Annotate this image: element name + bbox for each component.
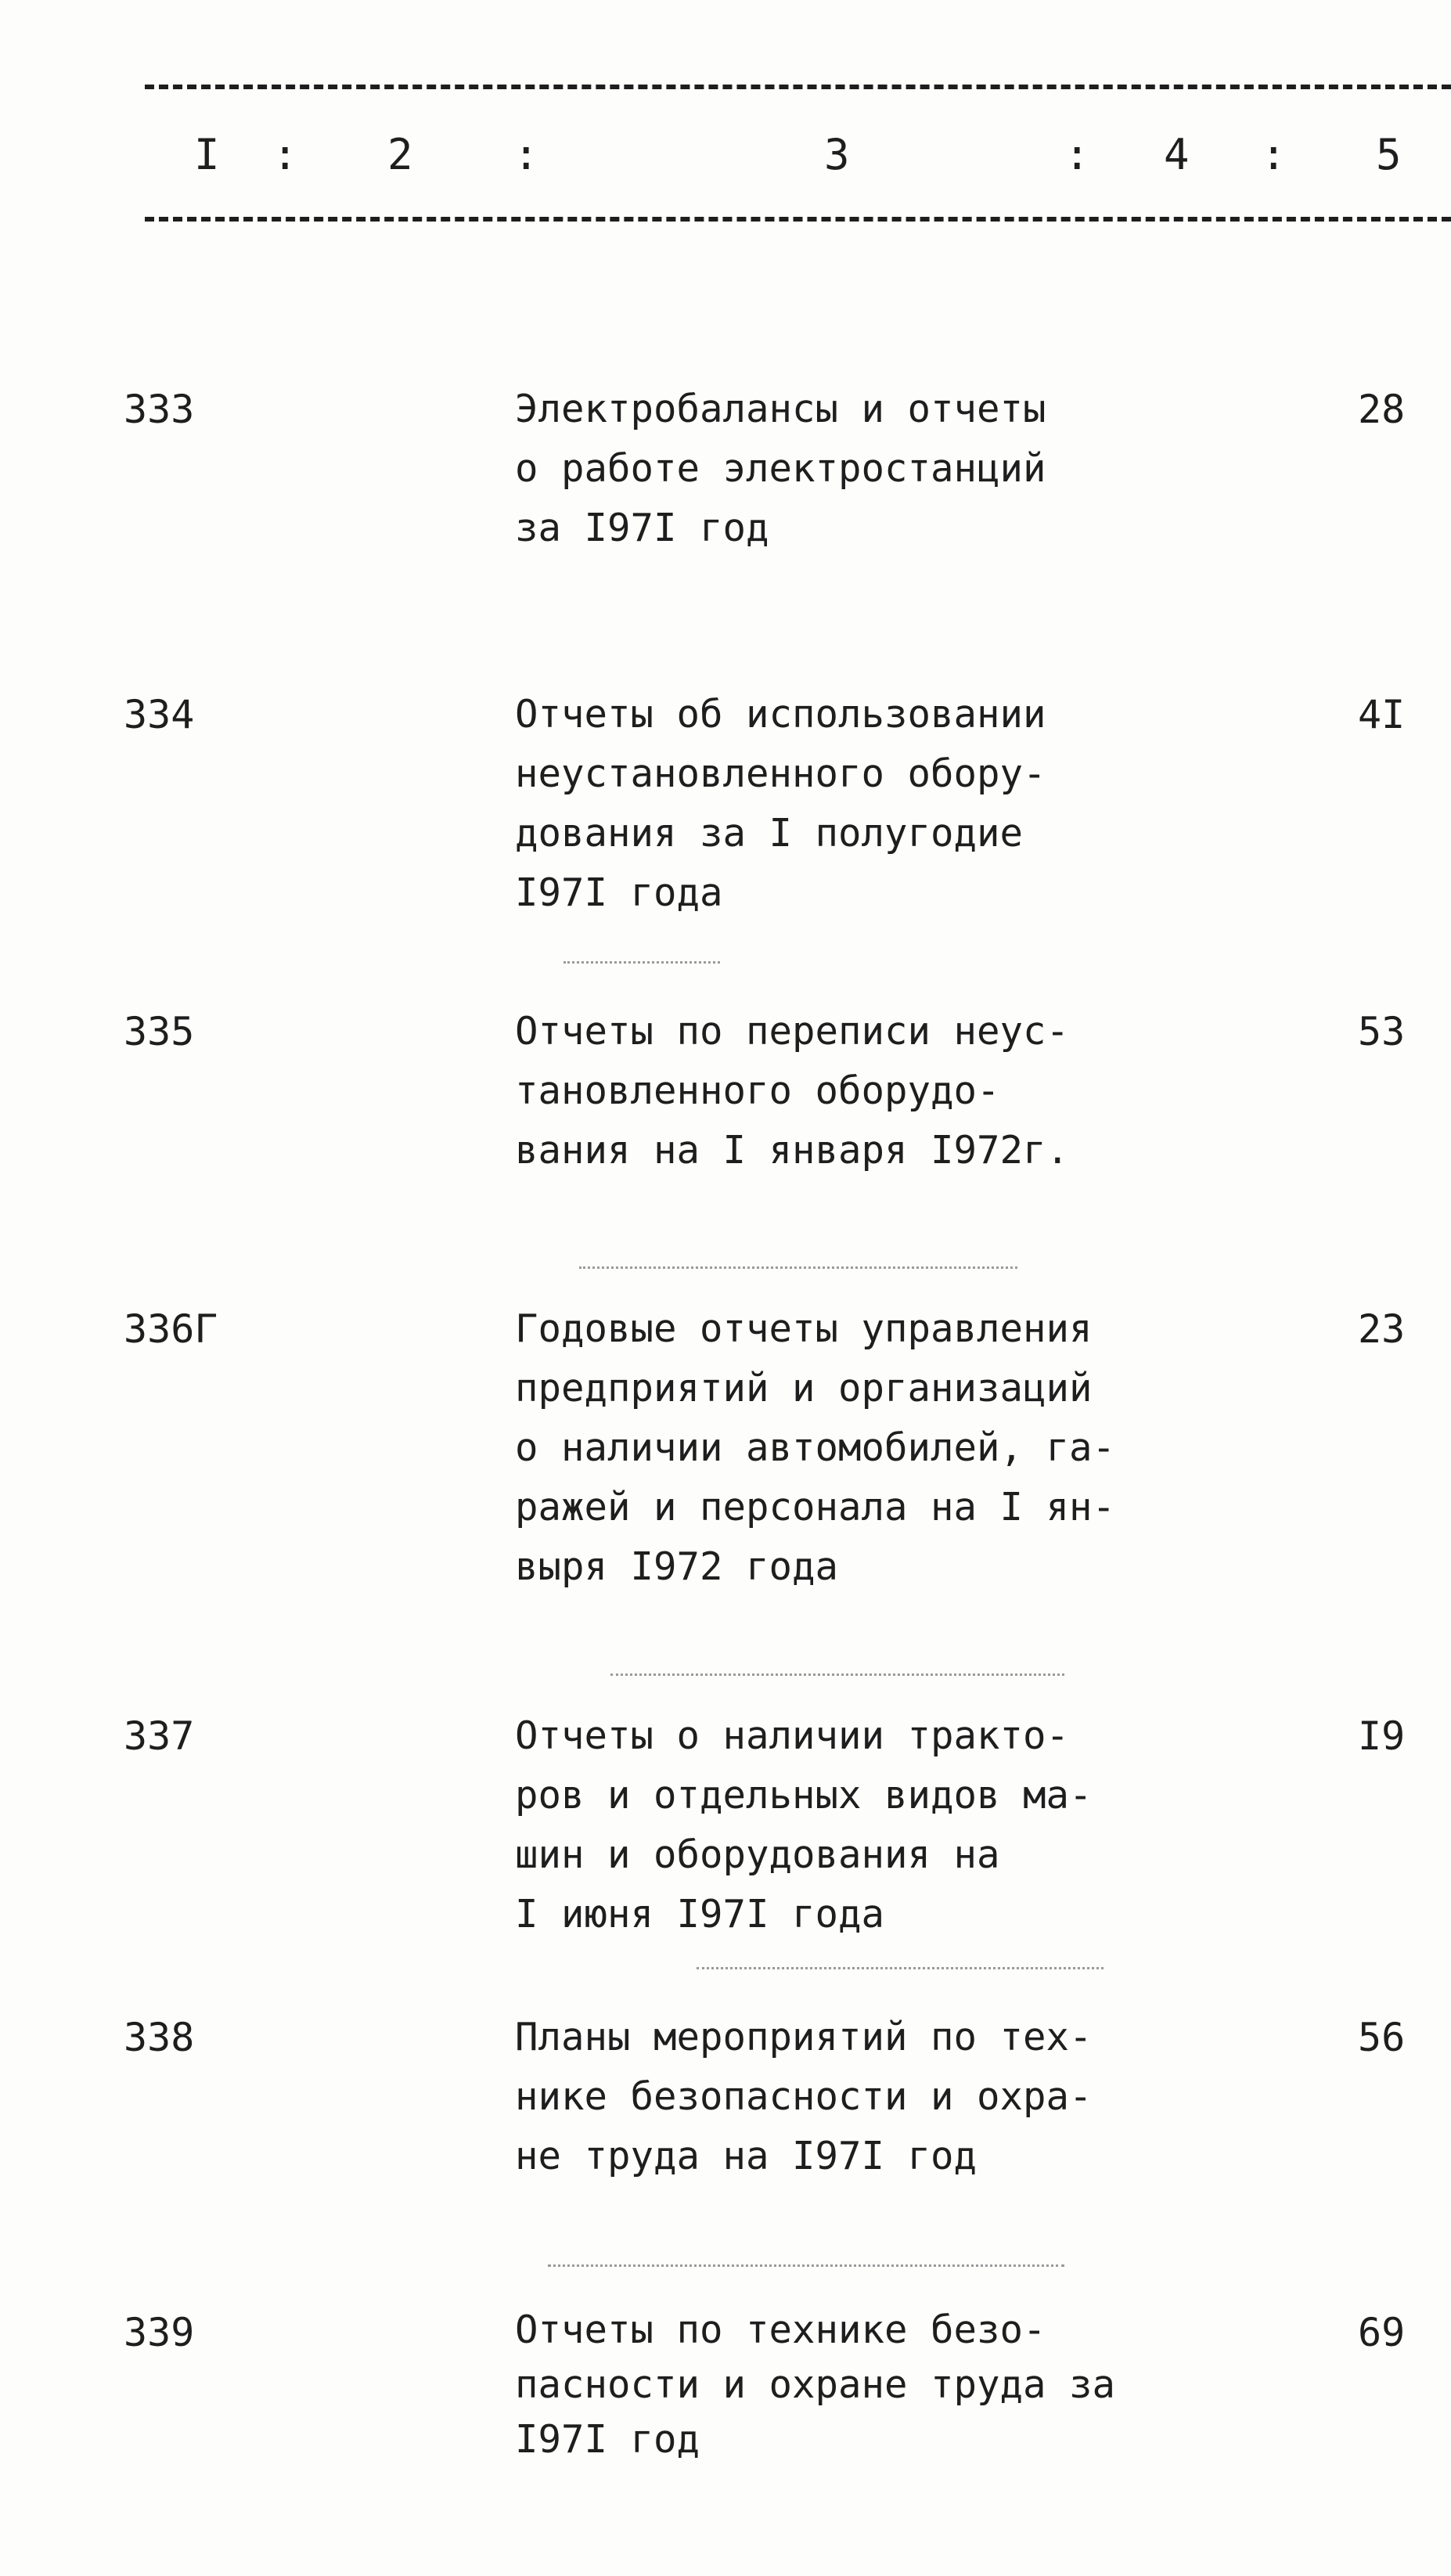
file-number: 335 xyxy=(124,1009,195,1054)
title-line: нике безопасности и охра- xyxy=(515,2074,1093,2119)
title-line: Электробалансы и отчеты xyxy=(515,387,1046,431)
title-line: Отчеты по технике безо- xyxy=(515,2308,1046,2352)
scan-dots xyxy=(697,1967,1104,1969)
title-line: Планы мероприятий по тех- xyxy=(515,2015,1093,2059)
title-line: вания на I января I972г. xyxy=(515,1128,1070,1173)
title-line: Годовые отчеты управления xyxy=(515,1306,1093,1351)
sheet-count: I9 xyxy=(1358,1713,1406,1759)
title-line: за I97I год xyxy=(515,506,769,550)
title-line: выря I972 года xyxy=(515,1544,839,1589)
title-line: не труда на I97I год xyxy=(515,2134,978,2178)
title-line: ров и отдельных видов ма- xyxy=(515,1773,1093,1818)
file-number: 337 xyxy=(124,1713,195,1759)
header-col-2: 2 xyxy=(387,130,413,179)
sheet-count: 53 xyxy=(1358,1009,1406,1054)
scan-dots xyxy=(610,1673,1064,1676)
file-title xyxy=(515,380,1188,558)
title-line: о работе электростанций xyxy=(515,446,1046,491)
header-col-5: 5 xyxy=(1376,130,1402,179)
title-line: Отчеты по переписи неус- xyxy=(515,1009,1070,1054)
scan-dots xyxy=(563,961,720,964)
file-title xyxy=(515,1002,1188,1180)
header-separator: : xyxy=(1064,130,1090,179)
file-number: 334 xyxy=(124,692,195,737)
file-number: 336Г xyxy=(124,1306,218,1352)
title-line: шин и оборудования на xyxy=(515,1832,1000,1877)
title-line: неустановленного обору- xyxy=(515,751,1046,796)
header-separator: : xyxy=(1261,130,1287,179)
title-line: пасности и охране труда за xyxy=(515,2362,1116,2407)
title-line: дования за I полугодие xyxy=(515,811,1024,856)
title-line: I июня I97I года xyxy=(515,1892,885,1937)
file-title xyxy=(515,2008,1188,2186)
header-separator: : xyxy=(272,130,298,179)
title-line: ражей и персонала на I ян- xyxy=(515,1485,1116,1529)
sheet-count: 4I xyxy=(1358,692,1406,737)
file-number: 339 xyxy=(124,2310,195,2355)
file-number: 333 xyxy=(124,387,195,432)
title-line: Отчеты об использовании xyxy=(515,692,1046,737)
header-col-3: 3 xyxy=(824,130,850,179)
header-separator: : xyxy=(513,130,539,179)
scan-dots xyxy=(579,1266,1017,1269)
sheet-count: 28 xyxy=(1358,387,1406,432)
title-line: Отчеты о наличии тракто- xyxy=(515,1713,1070,1758)
sheet-count: 56 xyxy=(1358,2015,1406,2060)
file-title xyxy=(515,1299,1188,1597)
file-title xyxy=(515,1706,1188,1944)
title-line: I97I год xyxy=(515,2417,700,2462)
scan-dots xyxy=(548,2264,1064,2267)
header-col-4: 4 xyxy=(1164,130,1190,179)
sheet-count: 23 xyxy=(1358,1306,1406,1352)
header-col-1: I xyxy=(194,130,220,179)
title-line: о наличии автомобилей, га- xyxy=(515,1425,1116,1470)
file-title xyxy=(515,685,1188,923)
file-number: 338 xyxy=(124,2015,195,2060)
title-line: предприятий и организаций xyxy=(515,1366,1093,1410)
file-title xyxy=(515,2303,1188,2467)
sheet-count: 69 xyxy=(1358,2310,1406,2355)
title-line: I97I года xyxy=(515,870,723,915)
title-line: тановленного оборудо- xyxy=(515,1068,1000,1113)
